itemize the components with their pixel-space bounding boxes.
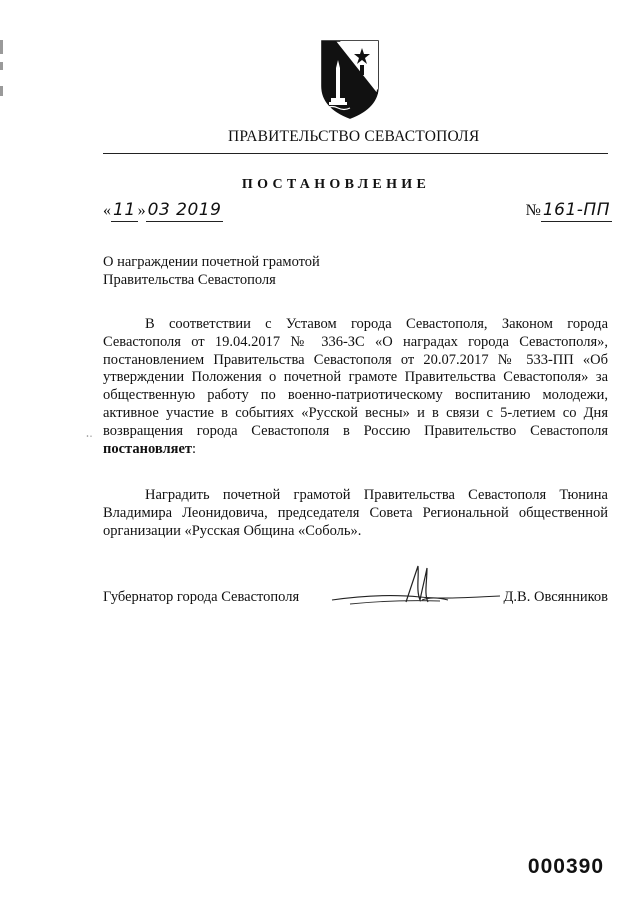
signature-block <box>103 586 608 610</box>
date-day: 11 <box>113 200 136 220</box>
serial-number: 000390 <box>527 855 604 878</box>
date-month-year: 03 2019 <box>147 200 222 220</box>
resolution-paragraph: Наградить почетной грамотой Правительства Севастополя Тюнина Владимира Леонидовича, председателя Совета Региональной общественной организации «Русская Община «Соболь». <box>103 487 608 539</box>
header-divider <box>103 153 608 154</box>
scan-speck <box>86 434 94 438</box>
scan-edge-mark <box>0 40 3 54</box>
preamble-text: В соответствии с Уставом города Севастополя, Законом города Севастополя от 19.04.2017 № 336-ЗС «О наградах города Севастополя», постановлением Правительства Севастополя от 20.07.2017 № 533-ПП «Об утверждении Положения о почетной грамоте Правительства Севастополя» за общественную работу по военно-патриотическому воспитанию молодежи, активное участие в событиях «Русской весны» и в связи с 5-летием со Дня возвращения города Севастополя в Россию Правительство Севастополя <box>103 316 608 439</box>
scan-edge-mark <box>0 86 3 96</box>
date-open-quote: « <box>103 202 111 219</box>
document-number <box>526 200 612 220</box>
document-subject <box>103 253 320 289</box>
document-type-heading: ПОСТАНОВЛЕНИЕ <box>241 177 431 192</box>
document-date <box>103 200 223 220</box>
subject-line: О награждении почетной грамотой <box>103 254 320 270</box>
number-value: 161-ПП <box>542 200 610 220</box>
signatory-name: Д.В. Овсянников <box>503 589 608 605</box>
scan-edge-mark <box>0 62 3 70</box>
date-close-quote: » <box>137 202 146 219</box>
number-prefix: № <box>525 202 541 219</box>
preamble-paragraph <box>103 316 608 458</box>
preamble-colon: : <box>192 440 197 457</box>
signatory-position: Губернатор города Севастополя <box>103 589 300 605</box>
sevastopol-coat-of-arms-icon <box>318 38 382 120</box>
government-title: ПРАВИТЕЛЬСТВО СЕВАСТОПОЛЯ <box>228 128 480 145</box>
subject-line: Правительства Севастополя <box>103 272 276 288</box>
resolves-keyword: постановляет <box>103 440 193 457</box>
